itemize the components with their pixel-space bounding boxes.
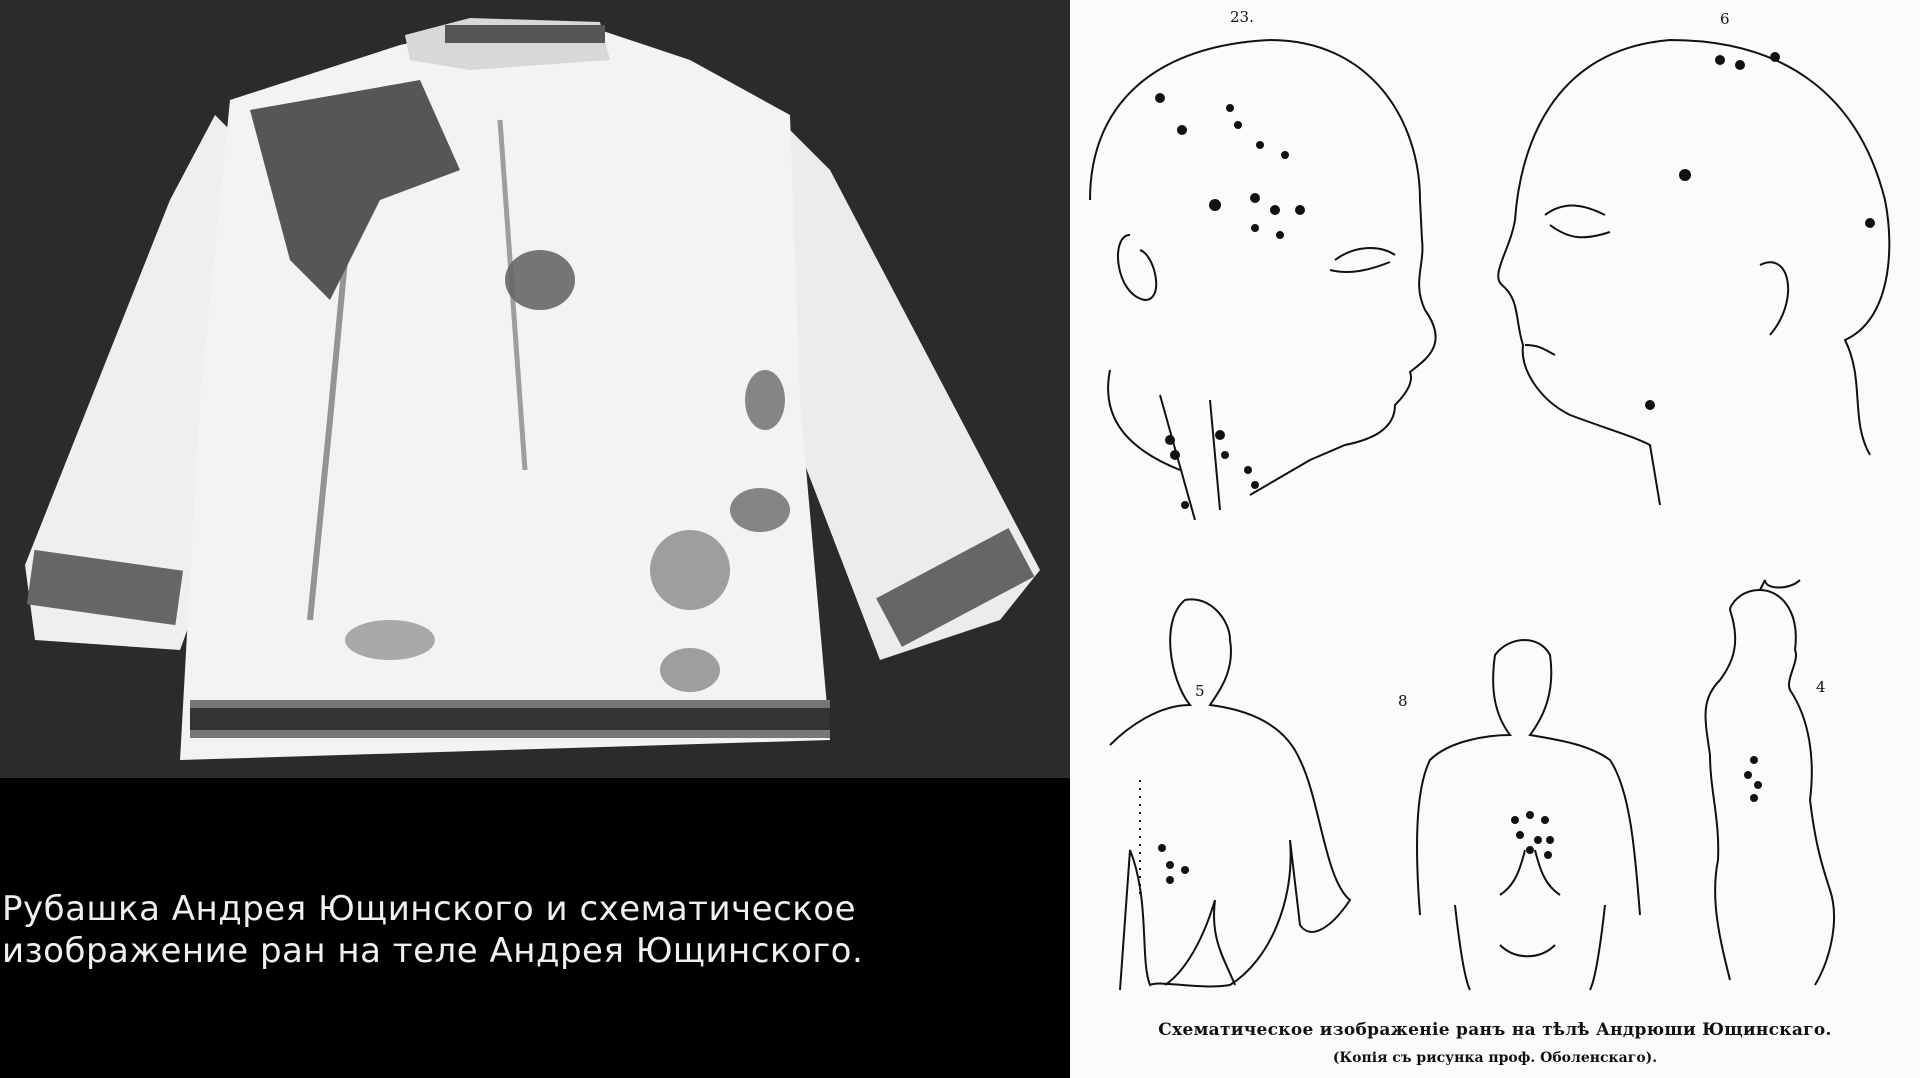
figure-label-side: 4: [1816, 678, 1826, 696]
photo-caption: [2, 888, 1062, 972]
plate-title: Схематическое изображенiе ранъ на тѣлѣ Андрюши Ющинскаго.: [1158, 1020, 1832, 1040]
plate-subtitle: (Копiя съ рисунка проф. Оболенскаго).: [1332, 1050, 1658, 1066]
figure-label-front: 8: [1398, 692, 1408, 710]
side-figure-outline: [1706, 590, 1834, 985]
caption-line-2: изображение ран на теле Андрея Ющинского.: [2, 931, 864, 971]
head-right-outline: [1498, 40, 1889, 505]
figure-label-head-right: 6: [1720, 10, 1730, 28]
wound-diagram-plate: [1070, 0, 1920, 1078]
wound-diagram-drawing: [1070, 0, 1920, 1010]
caption-line-1: Рубашка Андрея Ющинского и схематическое: [2, 889, 857, 929]
figure-label-head-left: 23.: [1230, 8, 1254, 26]
figure-label-back: 5: [1195, 682, 1205, 700]
head-left-outline: [1090, 40, 1436, 495]
shirt-photo: [0, 0, 1070, 778]
front-figure-outline: [1417, 640, 1640, 915]
back-figure-outline: [1110, 599, 1350, 990]
